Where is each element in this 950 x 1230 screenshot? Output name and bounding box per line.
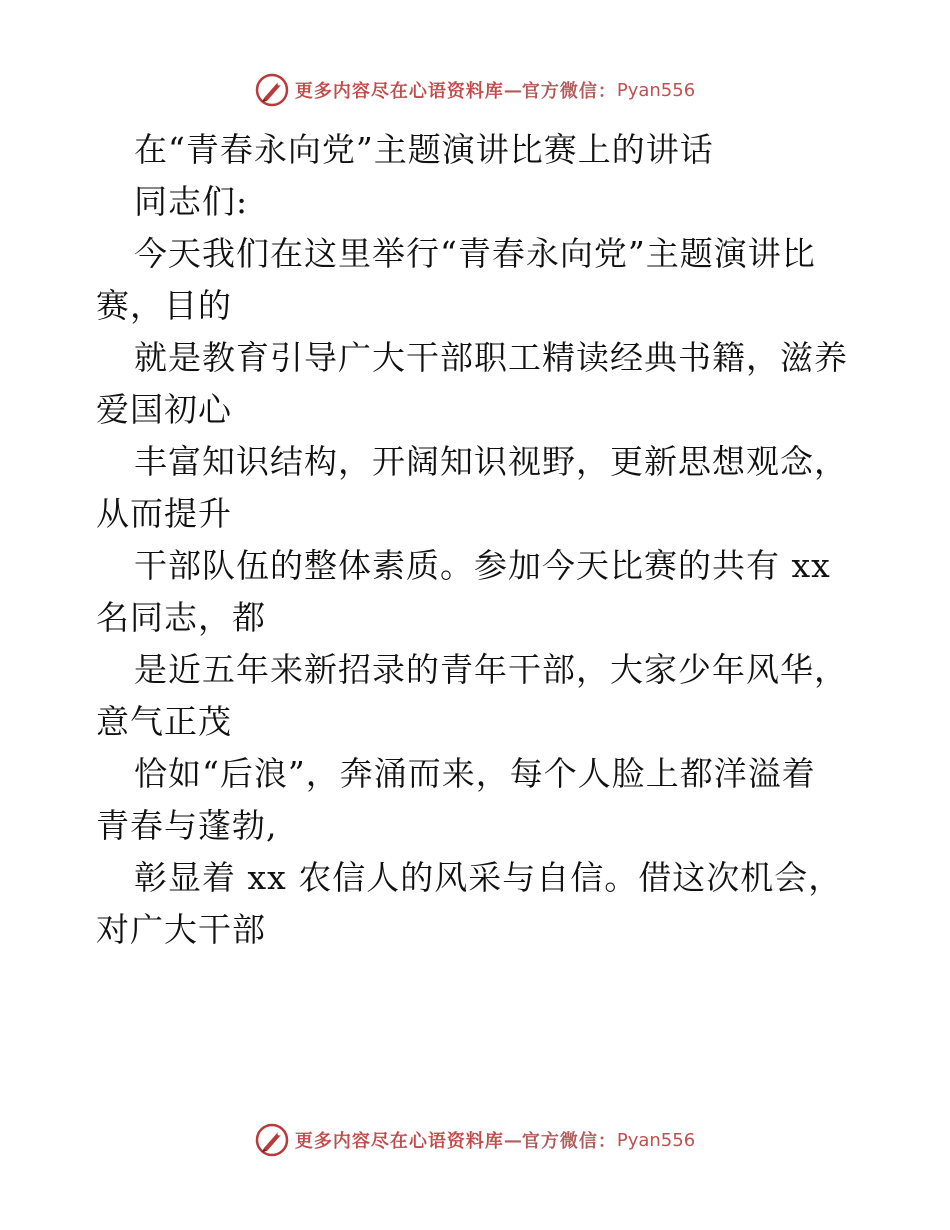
text-line: 恰如“后浪”，奔涌而来，每个人脸上都洋溢着 bbox=[134, 754, 816, 793]
text-line: 丰富知识结构，开阔知识视野，更新思想观念， bbox=[134, 442, 848, 481]
banner-wechat-id: Pyan556 bbox=[616, 1129, 696, 1151]
text-line: 爱国初心 bbox=[96, 390, 232, 429]
banner-wechat-id: Pyan556 bbox=[616, 79, 696, 101]
pen-logo-icon bbox=[255, 73, 289, 107]
text-line: 青春与蓬勃, bbox=[96, 806, 278, 845]
pen-logo-icon bbox=[255, 1123, 289, 1157]
document-title: 在“青春永向党”主题演讲比赛上的讲话 bbox=[134, 130, 714, 169]
text-line: 彰显着 xx 农信人的风采与自信。借这次机会， bbox=[134, 858, 843, 897]
banner-library-text: 更多内容尽在心语资料库 bbox=[294, 81, 504, 102]
text-line: 意气正茂 bbox=[96, 702, 232, 741]
banner-wechat-label: 官方微信： bbox=[521, 81, 617, 102]
text-line: 名同志，都 bbox=[96, 598, 266, 637]
banner-dash: — bbox=[503, 79, 522, 101]
text-line: 是近五年来新招录的青年干部，大家少年风华， bbox=[134, 650, 848, 689]
text-line: 对广大干部 bbox=[96, 910, 266, 949]
header-banner bbox=[0, 70, 950, 110]
text-line: 赛，目的 bbox=[96, 286, 232, 325]
text-line: 从而提升 bbox=[96, 494, 232, 533]
document-body bbox=[96, 124, 866, 956]
text-line: 就是教育引导广大干部职工精读经典书籍，滋养 bbox=[134, 338, 848, 377]
footer-banner bbox=[0, 1120, 950, 1160]
banner-library-text: 更多内容尽在心语资料库 bbox=[294, 1131, 504, 1152]
banner-wechat-label: 官方微信： bbox=[521, 1131, 617, 1152]
text-line: 今天我们在这里举行“青春永向党”主题演讲比 bbox=[134, 234, 816, 273]
salutation: 同志们: bbox=[134, 182, 249, 221]
banner-dash: — bbox=[503, 1129, 522, 1151]
text-line: 干部队伍的整体素质。参加今天比赛的共有 xx bbox=[134, 546, 831, 585]
